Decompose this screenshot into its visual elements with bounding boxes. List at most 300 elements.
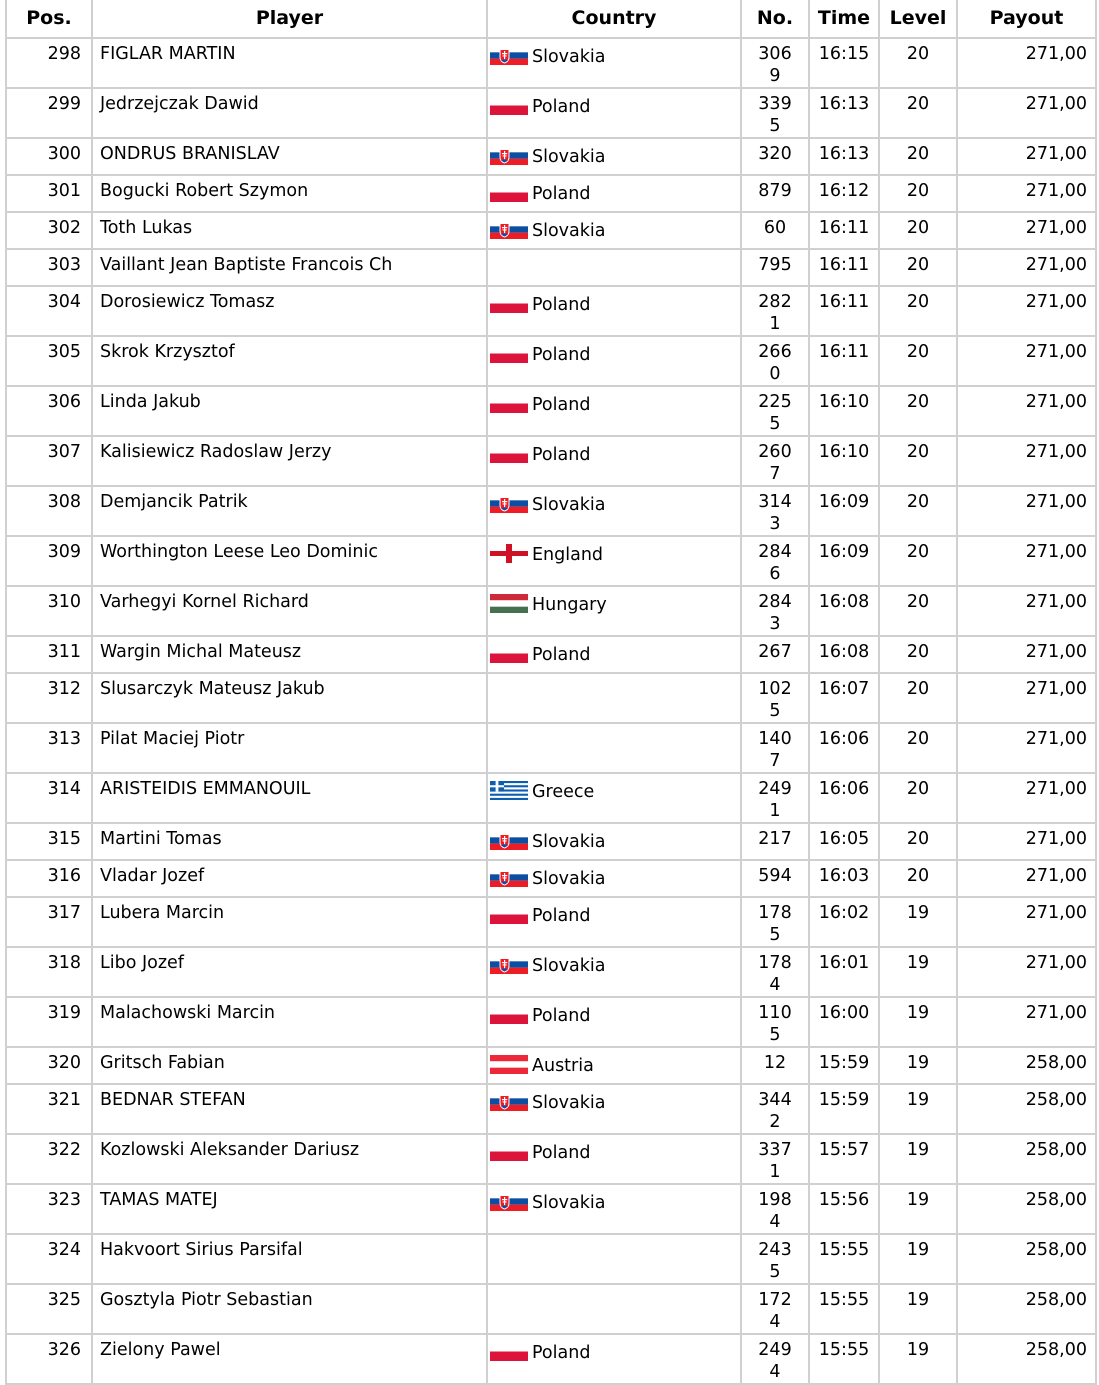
number-part: 1 bbox=[769, 1162, 781, 1182]
pos-cell: 309 bbox=[6, 536, 92, 586]
level-cell: 19 bbox=[879, 1084, 957, 1134]
number-part: 306 bbox=[758, 44, 792, 64]
country-label: England bbox=[532, 545, 604, 565]
number-part: 4 bbox=[769, 1212, 781, 1232]
number-cell bbox=[741, 436, 809, 486]
pos-cell: 298 bbox=[6, 38, 92, 88]
player-cell: Martini Tomas bbox=[92, 823, 487, 860]
number-part: 110 bbox=[758, 1003, 792, 1023]
country-label: Slovakia bbox=[532, 1093, 606, 1113]
country-label: Poland bbox=[532, 97, 591, 117]
country-label: Poland bbox=[532, 184, 591, 204]
country-cell bbox=[487, 673, 741, 723]
country-label: Slovakia bbox=[532, 956, 606, 976]
payout-cell: 271,00 bbox=[957, 38, 1096, 88]
time-cell: 15:55 bbox=[809, 1284, 879, 1334]
col-header-pos: Pos. bbox=[6, 0, 92, 38]
player-cell: Bogucki Robert Szymon bbox=[92, 175, 487, 212]
poland-flag-icon bbox=[490, 644, 528, 663]
table-row bbox=[6, 336, 1096, 386]
player-cell: Gosztyla Piotr Sebastian bbox=[92, 1284, 487, 1334]
number-part: 4 bbox=[769, 975, 781, 995]
pos-cell: 322 bbox=[6, 1134, 92, 1184]
number-part: 249 bbox=[758, 779, 792, 799]
pos-cell: 301 bbox=[6, 175, 92, 212]
number-part: 7 bbox=[769, 751, 781, 771]
number-part: 7 bbox=[769, 464, 781, 484]
country-cell bbox=[487, 773, 741, 823]
time-cell: 15:59 bbox=[809, 1047, 879, 1084]
hungary-flag-icon bbox=[490, 594, 528, 613]
payout-cell: 271,00 bbox=[957, 286, 1096, 336]
pos-cell: 312 bbox=[6, 673, 92, 723]
table-row bbox=[6, 1084, 1096, 1134]
payout-cell: 258,00 bbox=[957, 1134, 1096, 1184]
level-cell: 19 bbox=[879, 1134, 957, 1184]
number-part: 225 bbox=[758, 392, 792, 412]
payout-cell: 258,00 bbox=[957, 1234, 1096, 1284]
player-cell: Lubera Marcin bbox=[92, 897, 487, 947]
country-label: Slovakia bbox=[532, 495, 606, 515]
player-cell: BEDNAR STEFAN bbox=[92, 1084, 487, 1134]
number-part: 284 bbox=[758, 542, 792, 562]
level-cell: 19 bbox=[879, 997, 957, 1047]
number-cell bbox=[741, 386, 809, 436]
time-cell: 16:15 bbox=[809, 38, 879, 88]
number-cell bbox=[741, 997, 809, 1047]
number-part: 5 bbox=[769, 1025, 781, 1045]
country-cell bbox=[487, 860, 741, 897]
table-row bbox=[6, 436, 1096, 486]
table-row bbox=[6, 212, 1096, 249]
time-cell: 16:00 bbox=[809, 997, 879, 1047]
payout-cell: 271,00 bbox=[957, 947, 1096, 997]
pos-cell: 300 bbox=[6, 138, 92, 175]
number-cell bbox=[741, 586, 809, 636]
level-cell: 20 bbox=[879, 138, 957, 175]
number-cell bbox=[741, 249, 809, 286]
country-label: Slovakia bbox=[532, 1193, 606, 1213]
level-cell: 19 bbox=[879, 1334, 957, 1384]
table-row bbox=[6, 1234, 1096, 1284]
number-part: 5 bbox=[769, 701, 781, 721]
col-header-level: Level bbox=[879, 0, 957, 38]
table-row bbox=[6, 1334, 1096, 1384]
payout-cell: 271,00 bbox=[957, 336, 1096, 386]
country-label: Poland bbox=[532, 345, 591, 365]
player-cell: Pilat Maciej Piotr bbox=[92, 723, 487, 773]
number-cell bbox=[741, 175, 809, 212]
payout-cell: 271,00 bbox=[957, 673, 1096, 723]
country-cell bbox=[487, 586, 741, 636]
player-cell: FIGLAR MARTIN bbox=[92, 38, 487, 88]
time-cell: 16:02 bbox=[809, 897, 879, 947]
results-body bbox=[6, 38, 1096, 1384]
player-cell: Linda Jakub bbox=[92, 386, 487, 436]
number-part: 0 bbox=[769, 364, 781, 384]
number-cell bbox=[741, 773, 809, 823]
country-cell bbox=[487, 947, 741, 997]
number-part: 339 bbox=[758, 94, 792, 114]
table-row bbox=[6, 673, 1096, 723]
table-row bbox=[6, 997, 1096, 1047]
time-cell: 16:07 bbox=[809, 673, 879, 723]
country-cell bbox=[487, 175, 741, 212]
pos-cell: 323 bbox=[6, 1184, 92, 1234]
level-cell: 19 bbox=[879, 1047, 957, 1084]
level-cell: 20 bbox=[879, 88, 957, 138]
payout-cell: 271,00 bbox=[957, 138, 1096, 175]
slovakia-flag-icon bbox=[490, 146, 528, 165]
slovakia-flag-icon bbox=[490, 955, 528, 974]
player-cell: Toth Lukas bbox=[92, 212, 487, 249]
payout-cell: 258,00 bbox=[957, 1334, 1096, 1384]
table-row bbox=[6, 823, 1096, 860]
player-cell: Vaillant Jean Baptiste Francois Ch bbox=[92, 249, 487, 286]
time-cell: 16:13 bbox=[809, 138, 879, 175]
level-cell: 20 bbox=[879, 636, 957, 673]
number-part: 795 bbox=[758, 255, 792, 275]
number-part: 217 bbox=[758, 829, 792, 849]
time-cell: 15:59 bbox=[809, 1084, 879, 1134]
number-part: 4 bbox=[769, 1312, 781, 1332]
number-cell bbox=[741, 1134, 809, 1184]
table-row bbox=[6, 38, 1096, 88]
country-label: Poland bbox=[532, 1143, 591, 1163]
number-cell bbox=[741, 1284, 809, 1334]
player-cell: Malachowski Marcin bbox=[92, 997, 487, 1047]
pos-cell: 316 bbox=[6, 860, 92, 897]
number-part: 6 bbox=[769, 564, 781, 584]
level-cell: 20 bbox=[879, 586, 957, 636]
number-cell bbox=[741, 138, 809, 175]
payout-cell: 271,00 bbox=[957, 175, 1096, 212]
country-label: Slovakia bbox=[532, 147, 606, 167]
country-label: Slovakia bbox=[532, 869, 606, 889]
player-cell: Kozlowski Aleksander Dariusz bbox=[92, 1134, 487, 1184]
number-cell bbox=[741, 1184, 809, 1234]
pos-cell: 307 bbox=[6, 436, 92, 486]
number-part: 266 bbox=[758, 342, 792, 362]
pos-cell: 302 bbox=[6, 212, 92, 249]
number-part: 9 bbox=[769, 66, 781, 86]
country-cell bbox=[487, 1284, 741, 1334]
country-cell bbox=[487, 1134, 741, 1184]
number-part: 5 bbox=[769, 116, 781, 136]
country-cell bbox=[487, 823, 741, 860]
country-cell bbox=[487, 336, 741, 386]
number-part: 178 bbox=[758, 953, 792, 973]
number-cell bbox=[741, 1047, 809, 1084]
country-cell bbox=[487, 1234, 741, 1284]
time-cell: 16:13 bbox=[809, 88, 879, 138]
slovakia-flag-icon bbox=[490, 494, 528, 513]
country-cell bbox=[487, 897, 741, 947]
level-cell: 19 bbox=[879, 1184, 957, 1234]
table-row bbox=[6, 88, 1096, 138]
time-cell: 16:01 bbox=[809, 947, 879, 997]
number-part: 314 bbox=[758, 492, 792, 512]
payout-cell: 271,00 bbox=[957, 823, 1096, 860]
player-cell: ARISTEIDIS EMMANOUIL bbox=[92, 773, 487, 823]
pos-cell: 306 bbox=[6, 386, 92, 436]
level-cell: 20 bbox=[879, 175, 957, 212]
table-row bbox=[6, 773, 1096, 823]
payout-cell: 258,00 bbox=[957, 1084, 1096, 1134]
number-part: 2 bbox=[769, 1112, 781, 1132]
country-cell bbox=[487, 138, 741, 175]
poland-flag-icon bbox=[490, 1142, 528, 1161]
number-cell bbox=[741, 1084, 809, 1134]
header-row bbox=[6, 0, 1096, 38]
country-label: Poland bbox=[532, 906, 591, 926]
level-cell: 20 bbox=[879, 386, 957, 436]
number-cell bbox=[741, 212, 809, 249]
time-cell: 16:12 bbox=[809, 175, 879, 212]
number-part: 3 bbox=[769, 514, 781, 534]
country-cell bbox=[487, 436, 741, 486]
payout-cell: 271,00 bbox=[957, 860, 1096, 897]
col-header-no: No. bbox=[741, 0, 809, 38]
country-label: Slovakia bbox=[532, 47, 606, 67]
payout-cell: 271,00 bbox=[957, 586, 1096, 636]
payout-cell: 258,00 bbox=[957, 1047, 1096, 1084]
number-part: 172 bbox=[758, 1290, 792, 1310]
player-cell: Slusarczyk Mateusz Jakub bbox=[92, 673, 487, 723]
country-cell bbox=[487, 88, 741, 138]
level-cell: 19 bbox=[879, 897, 957, 947]
time-cell: 16:11 bbox=[809, 336, 879, 386]
level-cell: 20 bbox=[879, 38, 957, 88]
table-row bbox=[6, 636, 1096, 673]
pos-cell: 319 bbox=[6, 997, 92, 1047]
number-part: 337 bbox=[758, 1140, 792, 1160]
number-part: 249 bbox=[758, 1340, 792, 1360]
country-label: Hungary bbox=[532, 595, 607, 615]
time-cell: 15:55 bbox=[809, 1234, 879, 1284]
country-cell bbox=[487, 38, 741, 88]
table-row bbox=[6, 1047, 1096, 1084]
time-cell: 15:56 bbox=[809, 1184, 879, 1234]
table-row bbox=[6, 138, 1096, 175]
number-cell bbox=[741, 88, 809, 138]
country-cell bbox=[487, 1334, 741, 1384]
table-row bbox=[6, 249, 1096, 286]
poland-flag-icon bbox=[490, 183, 528, 202]
country-label: Slovakia bbox=[532, 221, 606, 241]
number-part: 5 bbox=[769, 1262, 781, 1282]
country-label: Slovakia bbox=[532, 832, 606, 852]
pos-cell: 305 bbox=[6, 336, 92, 386]
number-cell bbox=[741, 897, 809, 947]
number-cell bbox=[741, 336, 809, 386]
number-part: 282 bbox=[758, 292, 792, 312]
table-row bbox=[6, 286, 1096, 336]
number-part: 879 bbox=[758, 181, 792, 201]
payout-cell: 258,00 bbox=[957, 1284, 1096, 1334]
time-cell: 16:03 bbox=[809, 860, 879, 897]
level-cell: 20 bbox=[879, 723, 957, 773]
player-cell: Dorosiewicz Tomasz bbox=[92, 286, 487, 336]
time-cell: 16:09 bbox=[809, 536, 879, 586]
country-cell bbox=[487, 486, 741, 536]
col-header-player: Player bbox=[92, 0, 487, 38]
table-row bbox=[6, 1284, 1096, 1334]
payout-cell: 271,00 bbox=[957, 536, 1096, 586]
country-cell bbox=[487, 386, 741, 436]
country-cell bbox=[487, 997, 741, 1047]
level-cell: 20 bbox=[879, 286, 957, 336]
number-part: 5 bbox=[769, 925, 781, 945]
country-label: Poland bbox=[532, 1006, 591, 1026]
player-cell: Zielony Pawel bbox=[92, 1334, 487, 1384]
table-row bbox=[6, 860, 1096, 897]
payout-cell: 271,00 bbox=[957, 997, 1096, 1047]
level-cell: 19 bbox=[879, 947, 957, 997]
country-cell bbox=[487, 212, 741, 249]
number-part: 284 bbox=[758, 592, 792, 612]
number-part: 3 bbox=[769, 614, 781, 634]
poland-flag-icon bbox=[490, 444, 528, 463]
number-part: 198 bbox=[758, 1190, 792, 1210]
pos-cell: 303 bbox=[6, 249, 92, 286]
level-cell: 20 bbox=[879, 536, 957, 586]
level-cell: 20 bbox=[879, 212, 957, 249]
pos-cell: 321 bbox=[6, 1084, 92, 1134]
time-cell: 16:09 bbox=[809, 486, 879, 536]
payout-cell: 271,00 bbox=[957, 486, 1096, 536]
number-part: 140 bbox=[758, 729, 792, 749]
player-cell: Demjancik Patrik bbox=[92, 486, 487, 536]
level-cell: 20 bbox=[879, 860, 957, 897]
slovakia-flag-icon bbox=[490, 220, 528, 239]
country-cell bbox=[487, 249, 741, 286]
player-cell: Worthington Leese Leo Dominic bbox=[92, 536, 487, 586]
pos-cell: 320 bbox=[6, 1047, 92, 1084]
number-part: 320 bbox=[758, 144, 792, 164]
poland-flag-icon bbox=[490, 394, 528, 413]
col-header-payout: Payout bbox=[957, 0, 1096, 38]
pos-cell: 325 bbox=[6, 1284, 92, 1334]
player-cell: Libo Jozef bbox=[92, 947, 487, 997]
player-cell: Wargin Michal Mateusz bbox=[92, 636, 487, 673]
number-cell bbox=[741, 1334, 809, 1384]
time-cell: 16:11 bbox=[809, 249, 879, 286]
poland-flag-icon bbox=[490, 96, 528, 115]
payout-cell: 271,00 bbox=[957, 636, 1096, 673]
time-cell: 16:10 bbox=[809, 436, 879, 486]
level-cell: 20 bbox=[879, 436, 957, 486]
poland-flag-icon bbox=[490, 294, 528, 313]
pos-cell: 317 bbox=[6, 897, 92, 947]
time-cell: 15:55 bbox=[809, 1334, 879, 1384]
number-cell bbox=[741, 723, 809, 773]
number-cell bbox=[741, 636, 809, 673]
time-cell: 16:06 bbox=[809, 723, 879, 773]
level-cell: 19 bbox=[879, 1234, 957, 1284]
country-cell bbox=[487, 286, 741, 336]
country-label: Poland bbox=[532, 1343, 591, 1363]
time-cell: 16:11 bbox=[809, 286, 879, 336]
number-cell bbox=[741, 860, 809, 897]
time-cell: 16:06 bbox=[809, 773, 879, 823]
level-cell: 20 bbox=[879, 486, 957, 536]
slovakia-flag-icon bbox=[490, 831, 528, 850]
number-part: 12 bbox=[763, 1053, 787, 1073]
payout-cell: 271,00 bbox=[957, 386, 1096, 436]
country-cell bbox=[487, 1047, 741, 1084]
slovakia-flag-icon bbox=[490, 46, 528, 65]
table-row bbox=[6, 586, 1096, 636]
poland-flag-icon bbox=[490, 1342, 528, 1361]
number-part: 243 bbox=[758, 1240, 792, 1260]
number-part: 344 bbox=[758, 1090, 792, 1110]
results-table bbox=[5, 0, 1097, 1385]
payout-cell: 258,00 bbox=[957, 1184, 1096, 1234]
time-cell: 16:08 bbox=[809, 636, 879, 673]
player-cell: TAMAS MATEJ bbox=[92, 1184, 487, 1234]
number-part: 1 bbox=[769, 314, 781, 334]
time-cell: 16:05 bbox=[809, 823, 879, 860]
level-cell: 20 bbox=[879, 823, 957, 860]
number-part: 4 bbox=[769, 1362, 781, 1382]
table-row bbox=[6, 723, 1096, 773]
number-part: 594 bbox=[758, 866, 792, 886]
payout-cell: 271,00 bbox=[957, 212, 1096, 249]
player-cell: Skrok Krzysztof bbox=[92, 336, 487, 386]
table-row bbox=[6, 536, 1096, 586]
slovakia-flag-icon bbox=[490, 1092, 528, 1111]
number-part: 178 bbox=[758, 903, 792, 923]
payout-cell: 271,00 bbox=[957, 773, 1096, 823]
player-cell: Gritsch Fabian bbox=[92, 1047, 487, 1084]
pos-cell: 314 bbox=[6, 773, 92, 823]
time-cell: 15:57 bbox=[809, 1134, 879, 1184]
country-label: Poland bbox=[532, 445, 591, 465]
player-cell: Vladar Jozef bbox=[92, 860, 487, 897]
payout-cell: 271,00 bbox=[957, 249, 1096, 286]
poland-flag-icon bbox=[490, 1005, 528, 1024]
pos-cell: 315 bbox=[6, 823, 92, 860]
pos-cell: 324 bbox=[6, 1234, 92, 1284]
level-cell: 20 bbox=[879, 249, 957, 286]
table-row bbox=[6, 1184, 1096, 1234]
poland-flag-icon bbox=[490, 905, 528, 924]
player-cell: Hakvoort Sirius Parsifal bbox=[92, 1234, 487, 1284]
payout-cell: 271,00 bbox=[957, 897, 1096, 947]
greece-flag-icon bbox=[490, 781, 528, 800]
payout-cell: 271,00 bbox=[957, 88, 1096, 138]
number-part: 267 bbox=[758, 642, 792, 662]
country-cell bbox=[487, 1184, 741, 1234]
time-cell: 16:11 bbox=[809, 212, 879, 249]
player-cell: Kalisiewicz Radoslaw Jerzy bbox=[92, 436, 487, 486]
number-cell bbox=[741, 823, 809, 860]
poland-flag-icon bbox=[490, 344, 528, 363]
number-cell bbox=[741, 947, 809, 997]
time-cell: 16:10 bbox=[809, 386, 879, 436]
table-row bbox=[6, 947, 1096, 997]
table-row bbox=[6, 486, 1096, 536]
country-cell bbox=[487, 1084, 741, 1134]
country-label: Austria bbox=[532, 1056, 594, 1076]
pos-cell: 310 bbox=[6, 586, 92, 636]
number-part: 60 bbox=[763, 218, 787, 238]
pos-cell: 318 bbox=[6, 947, 92, 997]
country-cell bbox=[487, 536, 741, 586]
level-cell: 19 bbox=[879, 1284, 957, 1334]
col-header-country: Country bbox=[487, 0, 741, 38]
